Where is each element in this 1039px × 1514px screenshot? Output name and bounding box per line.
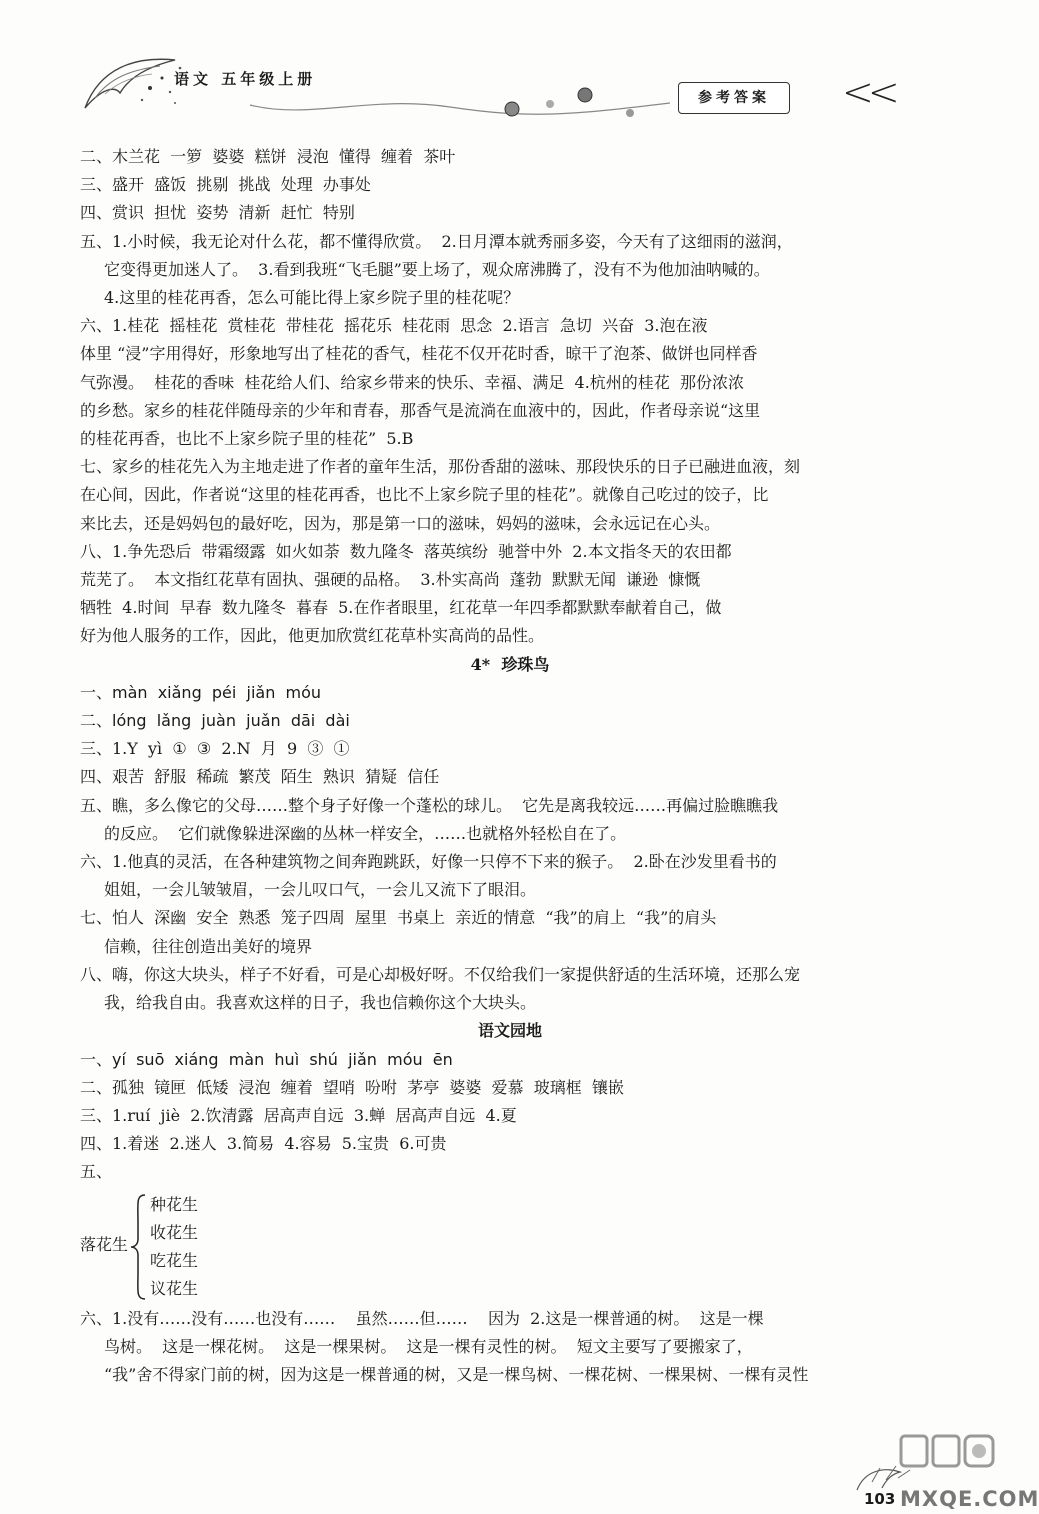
answer-line: 六、1.没有……没有……也没有…… 虽然……但…… 因为 2.这是一棵普通的树。 这是一棵 <box>80 1308 764 1328</box>
answers-label: 参考答案 <box>678 82 790 114</box>
answer-line: 五、 <box>80 1162 113 1182</box>
answer-line: 气弥漫。 桂花的香味 桂花给人们、给家乡带来的快乐、幸福、满足 4.杭州的桂花 那份浓浓 <box>80 372 744 392</box>
tree-root-label: 落花生 <box>80 1234 129 1254</box>
answer-line: 在心间，因此，作者说“这里的桂花再香，也比不上家乡院子里的桂花”。就像自己吃过的饺子，比 <box>80 485 769 505</box>
answer-line: 荒芜了。 本文指红花草有固执、强硬的品格。 3.朴实高尚 蓬勃 默默无闻 谦逊 慷慨 <box>80 570 701 590</box>
answer-line: 二、木兰花 一箩 婆婆 糕饼 浸泡 懂得 缠着 茶叶 <box>80 147 456 166</box>
header-divider <box>250 95 670 125</box>
chevron-left-icon: << <box>842 70 894 114</box>
answer-line: 信赖，往往创造出美好的境界 <box>104 936 313 956</box>
answer-line: 姐姐，一会儿皱皱眉，一会儿叹口气，一会儿又流下了眼泪。 <box>104 880 537 900</box>
brace-icon <box>130 1193 148 1301</box>
answer-line: 七、家乡的桂花先入为主地走进了作者的童年生活，那份香甜的滋味、那段快乐的日子已融进血液，刻 <box>80 457 801 477</box>
answer-line: 四、赏识 担忧 姿势 清新 赶忙 特别 <box>80 203 355 223</box>
answer-line: 4.这里的桂花再香，怎么可能比得上家乡院子里的桂花呢？ <box>104 288 520 308</box>
answer-line: 一、yí suō xiáng màn huì shú jiǎn móu ēn <box>80 1049 453 1069</box>
tree-item: 种花生 <box>150 1194 199 1214</box>
answer-line: 六、1.他真的灵活，在各种建筑物之间奔跑跳跃，好像一只停不下来的猴子。 2.卧在沙发里看书的 <box>80 852 777 872</box>
answer-line: 三、1.Y yì ① ③ 2.N 月 9 ③ ① <box>80 739 350 759</box>
answer-line: 五、1.小时候，我无论对什么花，都不懂得欣赏。 2.日月潭本就秀丽多姿，今天有了这细雨的滋润， <box>80 231 793 251</box>
section-title: 4* 珍珠鸟 <box>470 654 550 674</box>
answer-line: “我”舍不得家门前的树，因为这是一棵普通的树，又是一棵鸟树、一棵花树、一棵果树、一棵有灵性 <box>104 1364 809 1384</box>
answer-line: 一、màn xiǎng péi jiǎn móu <box>80 682 322 702</box>
structure-diagram <box>80 1191 900 1301</box>
watermark-text: MXQE.COM <box>900 1487 1039 1511</box>
tree-item: 议花生 <box>150 1278 199 1298</box>
answer-line: 七、怕人 深幽 安全 熟悉 笼子四周 屋里 书桌上 亲近的情意 “我”的肩上 “我”的肩头 <box>80 908 717 928</box>
answer-line: 二、lóng lǎng juàn juǎn dāi dài <box>80 711 350 731</box>
tree-item: 吃花生 <box>150 1250 199 1270</box>
tree-item: 收花生 <box>150 1222 199 1242</box>
answer-line: 四、1.着迷 2.迷人 3.简易 4.容易 5.宝贵 6.可贵 <box>80 1134 447 1154</box>
answer-line: 六、1.桂花 摇桂花 赏桂花 带桂花 摇花乐 桂花雨 思念 2.语言 急切 兴奋 3.泡在液 <box>80 316 708 336</box>
subject-title: 语文 五年级上册 <box>174 70 317 88</box>
section-title: 语文园地 <box>477 1021 542 1041</box>
answer-line: 二、孤独 镜匣 低矮 浸泡 缠着 望哨 吩咐 茅亭 婆婆 爱慕 玻璃框 镶嵌 <box>80 1077 624 1097</box>
answer-line: 的桂花再香，也比不上家乡院子里的桂花” 5.B <box>80 429 414 449</box>
answer-line: 好为他人服务的工作，因此，他更加欣赏红花草朴实高尚的品性。 <box>80 626 545 646</box>
answer-line: 三、盛开 盛饭 挑剔 挑战 处理 办事处 <box>80 175 371 195</box>
answer-line: 的乡愁。家乡的桂花伴随母亲的少年和青春，那香气是流淌在血液中的，因此，作者母亲说“这里 <box>80 400 761 420</box>
answer-line: 四、艰苦 舒服 稀疏 繁茂 陌生 熟识 猜疑 信任 <box>80 767 440 787</box>
answer-line: 牺牲 4.时间 早春 数九隆冬 暮春 5.在作者眼里，红花草一年四季都默默奉献着自己，做 <box>80 598 722 618</box>
answer-line: 体里 “浸”字用得好，形象地写出了桂花的香气，桂花不仅开花时香，晾干了泡茶、做饼也同样香 <box>80 344 758 364</box>
answer-line: 它变得更加迷人了。 3.看到我班“飞毛腿”要上场了，观众席沸腾了，没有不为他加油呐喊的。 <box>104 259 770 279</box>
page-header <box>70 40 910 130</box>
answer-line: 五、瞧，多么像它的父母……整个身子好像一个蓬松的球儿。 它先是离我较远……再偏过脸瞧瞧我 <box>80 795 779 815</box>
page-number: 103 <box>864 1490 896 1508</box>
answer-line: 鸟树。 这是一棵花树。 这是一棵果树。 这是一棵有灵性的树。 短文主要写了要搬家了， <box>104 1336 753 1356</box>
answer-line: 八、1.争先恐后 带霜缀露 如火如荼 数九隆冬 落英缤纷 驰誉中外 2.本文指冬天的农田都 <box>80 541 732 561</box>
answer-content <box>80 143 900 1389</box>
answer-line: 的反应。 它们就像躲进深幽的丛林一样安全，……也就格外轻松自在了。 <box>104 823 627 843</box>
answer-line: 我，给我自由。我喜欢这样的日子，我也信赖你这个大块头。 <box>104 993 537 1013</box>
answer-line: 八、嗨，你这大块头，样子不好看，可是心却极好呀。不仅给我们一家提供舒适的生活环境，还那么宠 <box>80 964 801 984</box>
answer-line: 来比去，还是妈妈包的最好吃，因为，那是第一口的滋味，妈妈的滋味，会永远记在心头。 <box>80 513 721 533</box>
answer-line: 三、1.ruí jiè 2.饮清露 居高声自远 3.蝉 居高声自远 4.夏 <box>80 1105 517 1125</box>
